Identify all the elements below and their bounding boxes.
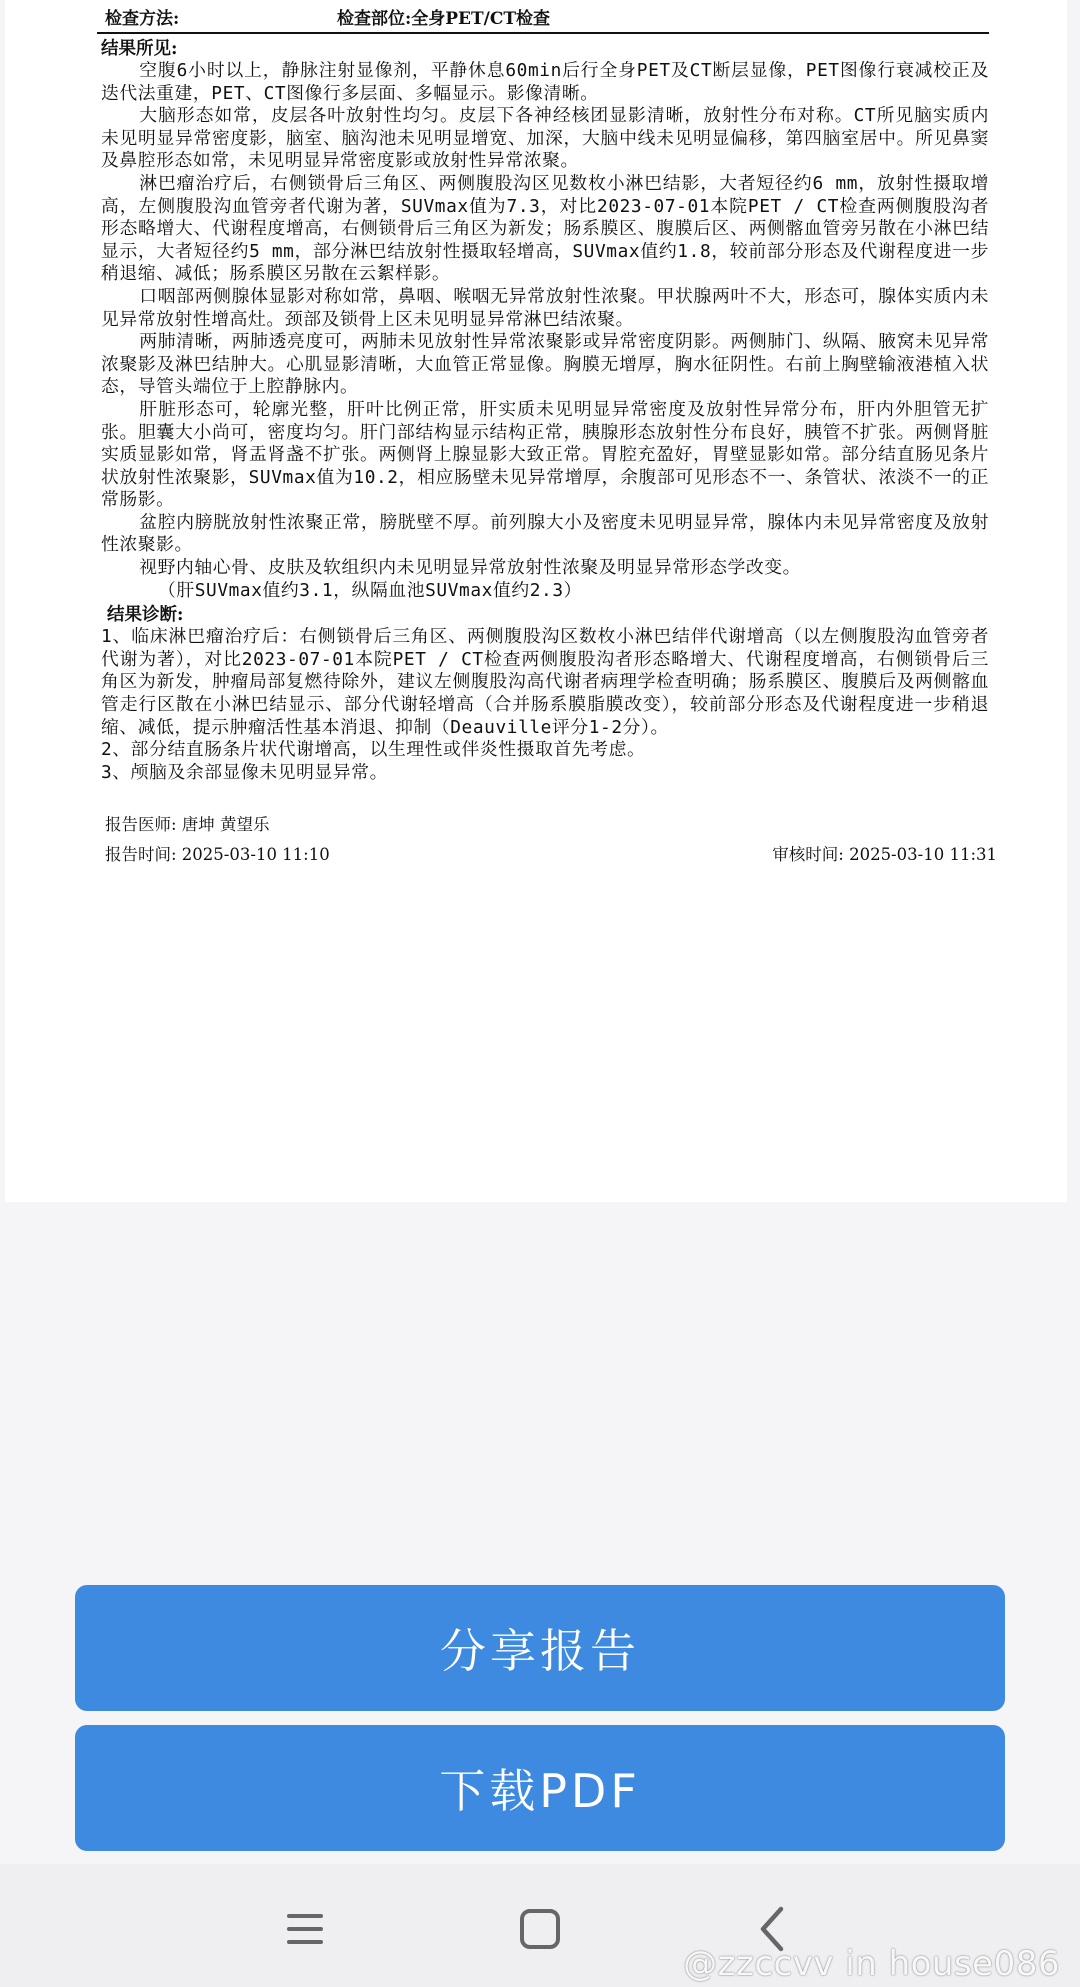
exam-site-label: 检查部位:全身PET/CT检查 — [337, 9, 551, 29]
diagnosis-item: 1、临床淋巴瘤治疗后：右侧锁骨后三角区、两侧腹股沟区数枚小淋巴结伴代谢增高（以左侧腹股沟血管旁者代谢为著），对比2023-07-01本院PET / CT检查两侧腹股沟者形态略增大、代谢程度增高，右侧锁骨后三角区为新发，肿瘤局部复燃待除外，建议左侧腹股沟高代谢者病理学检查明确；肠系膜区、腹膜后及两侧髂血管走行区散在小淋巴结显示、部分代谢轻增高（合并肠系膜脂膜改变），较前部分形态及代谢程度进一步稍退缩、减低，提示肿瘤活性基本消退、抑制（Deauville评分1-2分）。 — [101, 626, 989, 738]
report-time: 报告时间: 2025-03-10 11:10 — [105, 845, 330, 865]
findings-paragraph: 口咽部两侧腺体显影对称如常，鼻咽、喉咽无异常放射性浓聚。甲状腺两叶不大，形态可，腺体实质内未见异常放射性增高灶。颈部及锁骨上区未见明显异常淋巴结浓聚。 — [101, 285, 989, 330]
download-pdf-button[interactable]: 下载PDF — [75, 1725, 1005, 1851]
findings-paragraph: 大脑形态如常，皮层各叶放射性均匀。皮层下各神经核团显影清晰，放射性分布对称。CT所见脑实质内未见明显异常密度影，脑室、脑沟池未见明显增宽、加深，大脑中线未见明显偏移，第四脑室居中。所见鼻窦及鼻腔形态如常，未见明显异常密度影或放射性异常浓聚。 — [101, 105, 989, 172]
menu-icon[interactable] — [260, 1884, 350, 1974]
report-content — [97, 0, 997, 870]
times-row — [105, 840, 997, 870]
diagnosis-item: 3、颅脑及余部显像未见明显异常。 — [101, 761, 389, 783]
square-home-icon[interactable] — [495, 1884, 585, 1974]
findings-paragraph: 盆腔内膀胱放射性浓聚正常，膀胱壁不厚。前列腺大小及密度未见明显异常，腺体内未见异常密度及放射性浓聚影。 — [101, 511, 989, 556]
watermark-text: @zzccvv in house086 — [683, 1944, 1060, 1984]
report-doctors: 报告医师: 唐坤 黄望乐 — [105, 815, 270, 835]
report-document[interactable] — [5, 0, 1067, 1202]
report-signature — [97, 810, 997, 870]
findings-paragraph: 肝脏形态可，轮廓光整，肝叶比例正常，肝实质未见明显异常密度及放射性异常分布，肝内外胆管无扩张。胆囊大小尚可，密度均匀。肝门部结构显示结构正常，胰腺形态放射性分布良好，胰管不扩张。两侧肾脏实质显影如常，肾盂肾盏不扩张。两侧肾上腺显影大致正常。胃腔充盈好，胃壁显影如常。部分结直肠见条片状放射性浓聚影，SUVmax值为10.2，相应肠壁未见异常增厚，余腹部可见形态不一、条管状、浓淡不一的正常肠影。 — [101, 398, 989, 511]
doctors-row — [105, 810, 989, 840]
findings-paragraph: 空腹6小时以上，静脉注射显像剂，平静休息60min后行全身PET及CT断层显像，PET图像行衰减校正及迭代法重建，PET、CT图像行多层面、多幅显示。影像清晰。 — [101, 60, 989, 104]
share-report-button[interactable]: 分享报告 — [75, 1585, 1005, 1711]
review-time: 审核时间: 2025-03-10 11:31 — [772, 845, 997, 865]
findings-paragraph: 视野内轴心骨、皮肤及软组织内未见明显异常放射性浓聚及明显异常形态学改变。 — [139, 557, 801, 579]
report-header-row — [97, 0, 989, 34]
diagnosis-body — [101, 626, 989, 784]
findings-paragraph: 两肺清晰，两肺透亮度可，两肺未见放射性异常浓聚影或异常密度阴影。两侧肺门、纵隔、腋窝未见异常浓聚影及淋巴结肿大。心肌显影清晰，大血管正常显像。胸膜无增厚，胸水征阴性。右前上胸壁输液港植入状态，导管头端位于上腔静脉内。 — [101, 331, 989, 398]
findings-suv-note: （肝SUVmax值约3.1，纵隔血池SUVmax值约2.3） — [157, 579, 583, 601]
exam-method-label: 检查方法: — [105, 9, 180, 29]
diagnosis-title: 结果诊断: — [107, 605, 184, 626]
findings-title: 结果所见: — [101, 39, 178, 59]
diagnosis-item: 2、部分结直肠条片状代谢增高，以生理性或伴炎性摄取首先考虑。 — [101, 739, 646, 761]
findings-body — [101, 60, 989, 602]
findings-paragraph: 淋巴瘤治疗后，右侧锁骨后三角区、两侧腹股沟区见数枚小淋巴结影，大者短径约6 mm，放射性摄取增高，左侧腹股沟血管旁者代谢为著，SUVmax值为7.3，对比2023-07-01本院PET / CT检查两侧腹股沟者形态略增大、代谢程度增高，右侧锁骨后三角区为新发；肠系膜区、腹膜后区、两侧髂血管旁另散在小淋巴结显示，大者短径约5 mm，部分淋巴结放射性摄取轻增高，SUVmax值约1.8，较前部分形态及代谢程度进一步稍退缩、减低；肠系膜区另散在云絮样影。 — [101, 172, 989, 285]
